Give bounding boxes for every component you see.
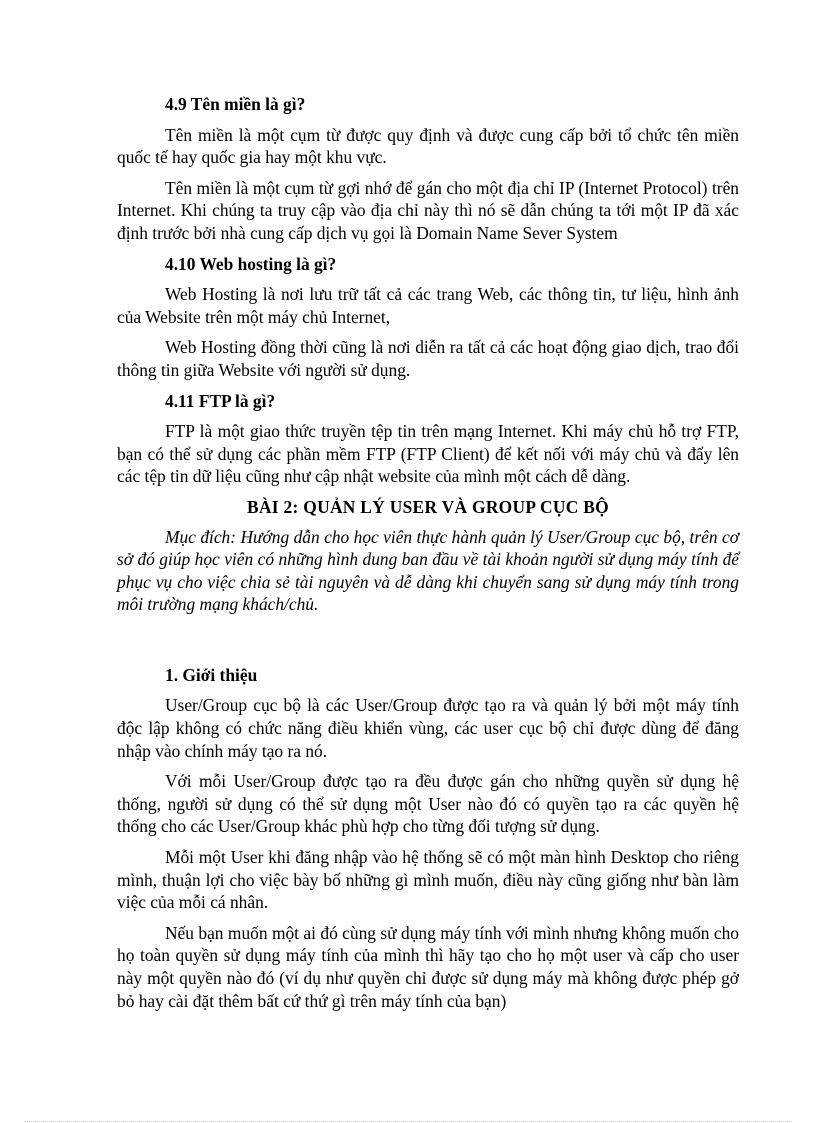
- paragraph: Web Hosting đồng thời cũng là nơi diễn ra tất cả các hoạt động giao dịch, trao đổi thông tin giữa Website với người sử dụng.: [117, 337, 739, 380]
- paragraph: Tên miền là một cụm từ gợi nhớ để gán cho một địa chỉ IP (Internet Protocol) trên Internet. Khi chúng ta truy cập vào địa chỉ này thì nó sẽ dẫn chúng ta tới một IP đã xác định trước bởi nhà cung cấp dịch vụ gọi là Domain Name Sever System: [117, 177, 739, 243]
- lesson-title: BÀI 2: QUẢN LÝ USER VÀ GROUP CỤC BỘ: [247, 496, 609, 517]
- paragraph: Web Hosting là nơi lưu trữ tất cả các trang Web, các thông tin, tư liệu, hình ảnh của Website trên một máy chủ Internet,: [117, 284, 739, 327]
- paragraph: Tên miền là một cụm từ được quy định và được cung cấp bởi tổ chức tên miền quốc tế hay quốc gia hay một khu vực.: [117, 124, 739, 168]
- section-heading-web-hosting: 4.10 Web hosting là gì?: [165, 253, 337, 274]
- paragraph: Mỗi một User khi đăng nhập vào hệ thống sẽ có một màn hình Desktop cho riêng mình, thuận lợi cho việc bày bố những gì mình muốn, điều này cũng giống như bàn làm việc của mỗi cá nhân.: [117, 847, 739, 913]
- lesson-purpose: Mục đích: Hướng dẫn cho học viên thực hành quản lý User/Group cục bộ, trên cơ sở đó giúp học viên có những hình dung ban đầu về tài khoản người sử dụng máy tính để phục vụ cho việc chia sẻ tài nguyên và dễ dàng khi chuyển sang sử dụng máy tính trong môi trường mạng khách/chủ.: [117, 526, 739, 615]
- paragraph: Nếu bạn muốn một ai đó cùng sử dụng máy tính với mình nhưng không muốn cho họ toàn quyền sử dụng máy tính của mình thì hãy tạo cho họ một user và cấp cho user này một quyền nào đó (ví dụ như quyền chỉ được sử dụng máy mà không được phép gở bỏ hay cài đặt thêm bất cứ thứ gì trên máy tính của bạn): [117, 922, 739, 1011]
- document-page: [117, 88, 739, 1020]
- spacer: [117, 624, 739, 657]
- page-bottom-border: [24, 1121, 792, 1122]
- paragraph: FTP là một giao thức truyền tệp tin trên mạng Internet. Khi máy chủ hỗ trợ FTP, bạn có thể sử dụng các phần mềm FTP (FTP Client) để kết nối với máy chủ và đẩy lên các tệp tin dữ liệu cũng như cập nhật website của mình một cách dễ dàng.: [117, 421, 739, 487]
- paragraph: Với mỗi User/Group được tạo ra đều được gán cho những quyền sử dụng hệ thống, người sử dụng có thể sử dụng một User nào đó có quyền tạo ra các quyền hệ thống cho các User/Group khác phù hợp cho từng đối tượng sử dụng.: [117, 771, 739, 837]
- section-heading-ftp: 4.11 FTP là gì?: [165, 390, 276, 411]
- section-heading-domain: 4.9 Tên miền là gì?: [165, 94, 306, 114]
- section-heading-intro: 1. Giới thiệu: [165, 664, 258, 685]
- paragraph: User/Group cục bộ là các User/Group được tạo ra và quản lý bởi một máy tính độc lập không có chức năng điều khiển vùng, các user cục bộ chỉ được dùng để đăng nhập vào chính máy tạo ra nó.: [117, 695, 739, 761]
